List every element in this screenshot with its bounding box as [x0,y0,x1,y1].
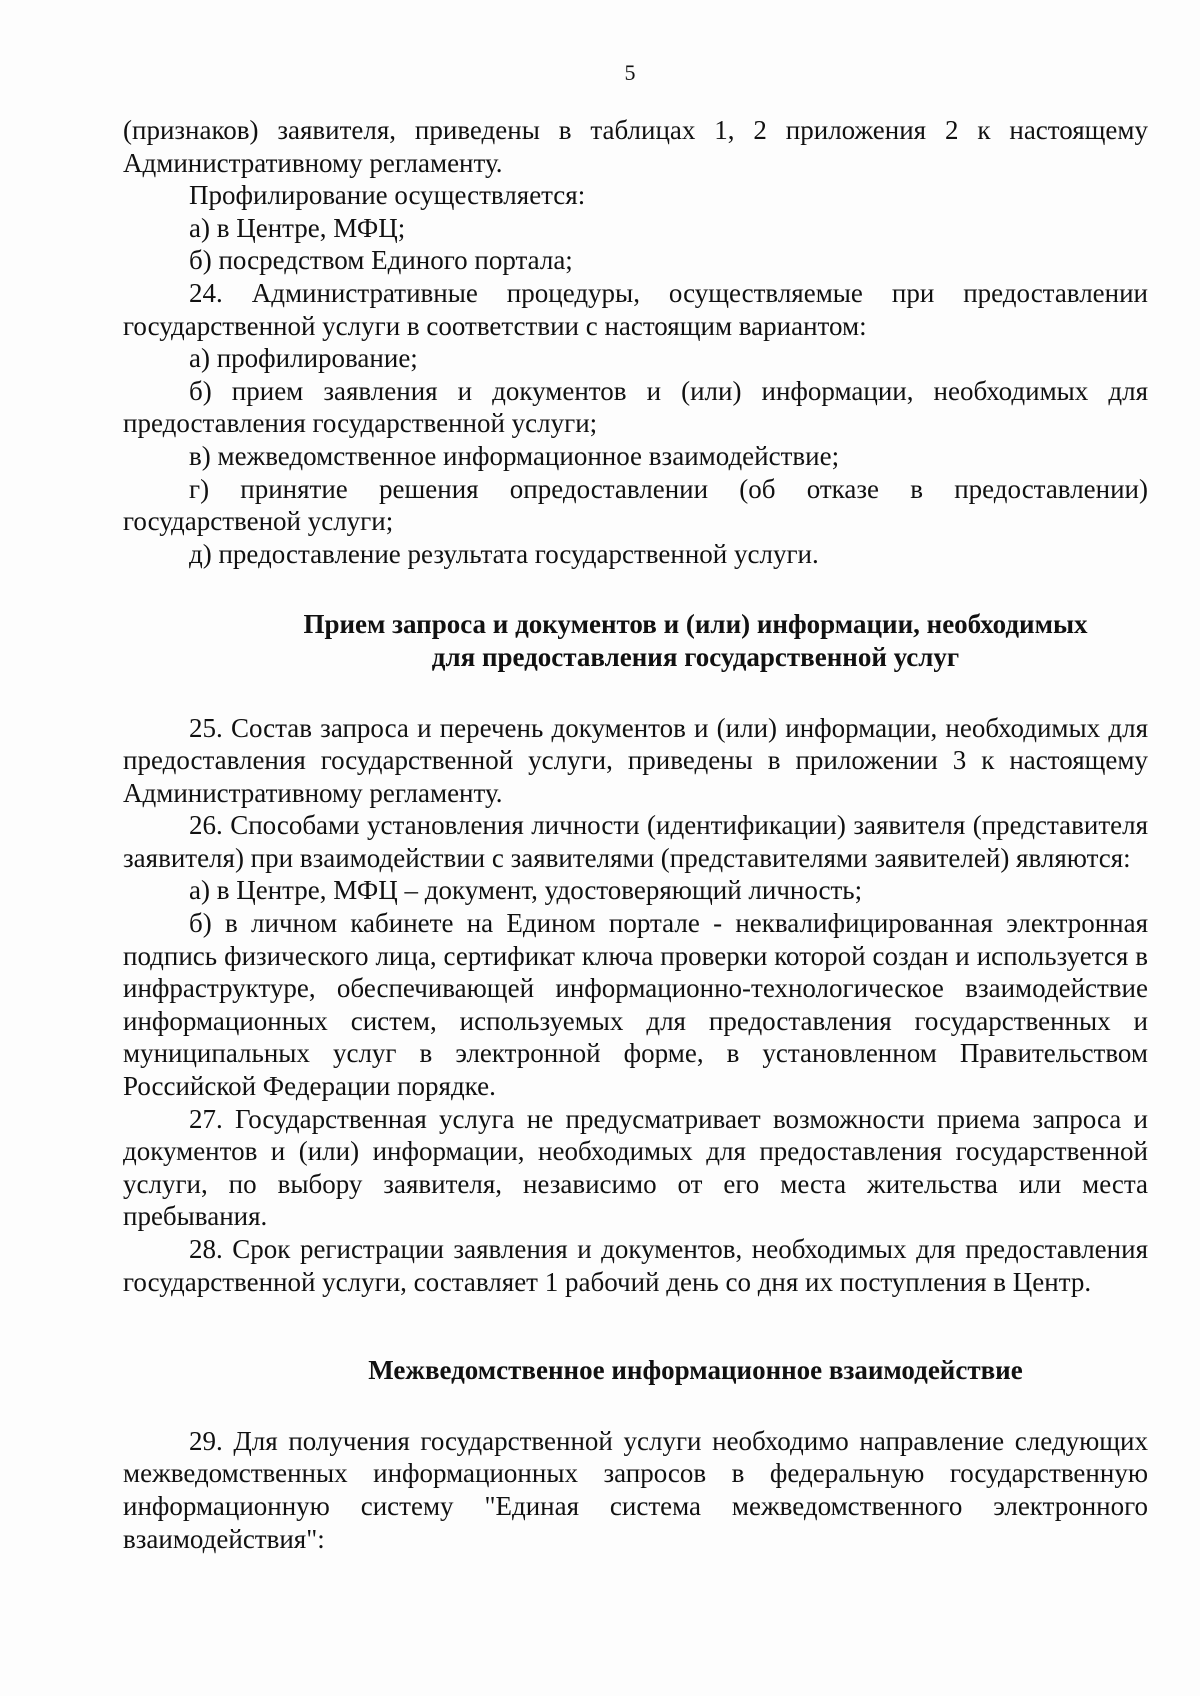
list-item-a: а) в Центре, МФЦ; [189,212,406,243]
list-item-a: а) в Центре, МФЦ – документ, удостоверяющий личность; [189,875,863,906]
list-item-v: в) межведомственное информационное взаимодействие; [189,440,840,471]
paragraph-29: 29. Для получения государственной услуги необходимо направление следующих межведомственных информационных запросов в федеральную государственную информационную систему "Единая система межведомственного электронного взаимодействия": [123,1425,1148,1554]
page-number: 5 [624,60,636,85]
list-item-g: г) принятие решения опредоставлении (об отказе в предоставлении) государственой услуги; [123,473,1148,537]
spacer [123,674,1148,712]
list-item-a: а) профилирование; [189,343,418,374]
paragraph-profiling-intro: Профилирование осуществляется: [189,180,586,211]
section-heading-interagency: Межведомственное информационное взаимодействие [368,1355,1023,1386]
paragraph-26: 26. Способами установления личности (идентификации) заявителя (представителя заявителя) при взаимодействии с заявителями (представителями заявителей) являются: [123,810,1148,873]
document-body [123,114,1148,1555]
paragraph-25: 25. Состав запроса и перечень документов и (или) информации, необходимых для предоставления государственной услуги, приведены в приложении 3 к настоящему Административному регламенту. [123,712,1148,808]
paragraph-24: 24. Административные процедуры, осуществляемые при предоставлении государственной услуги в соответствии с настоящим вариантом: [123,277,1148,341]
paragraph-28: 28. Срок регистрации заявления и документов, необходимых для предоставления государственной услуги, составляет 1 рабочий день со дня их поступления в Центр. [123,1234,1148,1297]
spacer [123,1298,1148,1354]
spacer [123,570,1148,608]
list-item-b: б) посредством Единого портала; [189,245,573,276]
spacer [123,1387,1148,1425]
paragraph-continuation: (признаков) заявителя, приведены в таблицах 1, 2 приложения 2 к настоящему Административному регламенту. [123,115,1148,178]
list-item-b: б) в личном кабинете на Едином портале - неквалифицированная электронная подпись физического лица, сертификат ключа проверки которой создан и используется в инфраструктуре, обеспечивающей информационно-технологическое взаимодействие информационных систем, используемых для предоставления государственных и муниципальных услуг в электронной форме, в установленном Правительством Российской Федерации порядке. [123,908,1148,1102]
list-item-b: б) прием заявления и документов и (или) информации, необходимых для предоставления государственной услуги; [123,375,1148,439]
section-heading-line-1: Прием запроса и документов и (или) информации, необходимых [303,609,1088,640]
paragraph-27: 27. Государственная услуга не предусматривает возможности приема запроса и документов и (или) информации, необходимых для предоставления государственной услуги, по выбору заявителя, независимо от его места жительства или места пребывания. [123,1103,1148,1232]
list-item-d: д) предоставление результата государственной услуги. [189,538,819,569]
section-heading-line-2: для предоставления государственной услуг [431,641,960,672]
